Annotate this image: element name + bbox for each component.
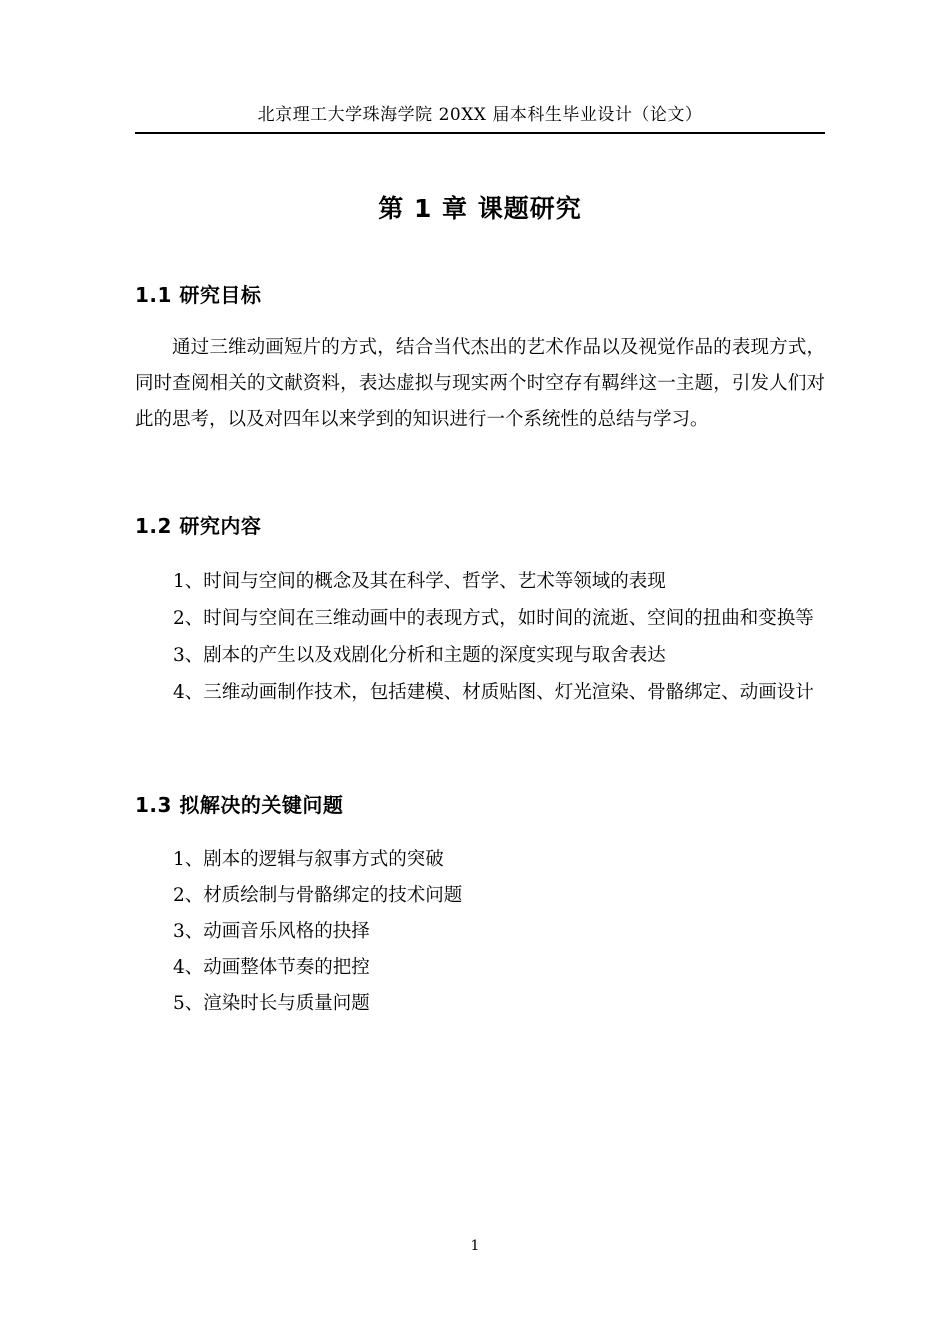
section-heading-1-3: 1.3 拟解决的关键问题: [135, 793, 344, 818]
list-item: 2、材质绘制与骨骼绑定的技术问题: [173, 885, 463, 907]
section-paragraph-1-1: 通过三维动画短片的方式，结合当代杰出的艺术作品以及视觉作品的表现方式，同时查阅相关的文献资料，表达虚拟与现实两个时空存有羁绊这一主题，引发人们对此的思考，以及对四年以来学到的知识进行一个系统性的总结与学习。: [135, 337, 825, 431]
list-item: 4、三维动画制作技术，包括建模、材质贴图、灯光渲染、骨骼绑定、动画设计: [173, 682, 814, 704]
section-heading-1-1: 1.1 研究目标: [135, 283, 262, 307]
list-item: 2、时间与空间在三维动画中的表现方式，如时间的流逝、空间的扭曲和变换等: [173, 608, 814, 630]
section-heading-1-2: 1.2 研究内容: [135, 514, 262, 539]
page-content: [135, 100, 825, 1023]
list-item: 3、剧本的产生以及戏剧化分析和主题的深度实现与取舍表达: [173, 645, 666, 667]
list-item: 1、时间与空间的概念及其在科学、哲学、艺术等领域的表现: [173, 571, 666, 593]
chapter-title: 第 1 章 课题研究: [378, 194, 582, 223]
list-item: 5、渲染时长与质量问题: [173, 993, 370, 1015]
list-item: 1、剧本的逻辑与叙事方式的突破: [173, 849, 444, 871]
list-item: 3、动画音乐风格的抉择: [173, 921, 370, 943]
list-item: 4、动画整体节奏的把控: [173, 957, 370, 979]
research-content-list: [135, 563, 825, 711]
page-number: 1: [470, 1238, 480, 1254]
key-problems-list: [135, 842, 825, 1022]
page-header: 北京理工大学珠海学院 20XX 届本科生毕业设计（论文）: [135, 100, 825, 134]
